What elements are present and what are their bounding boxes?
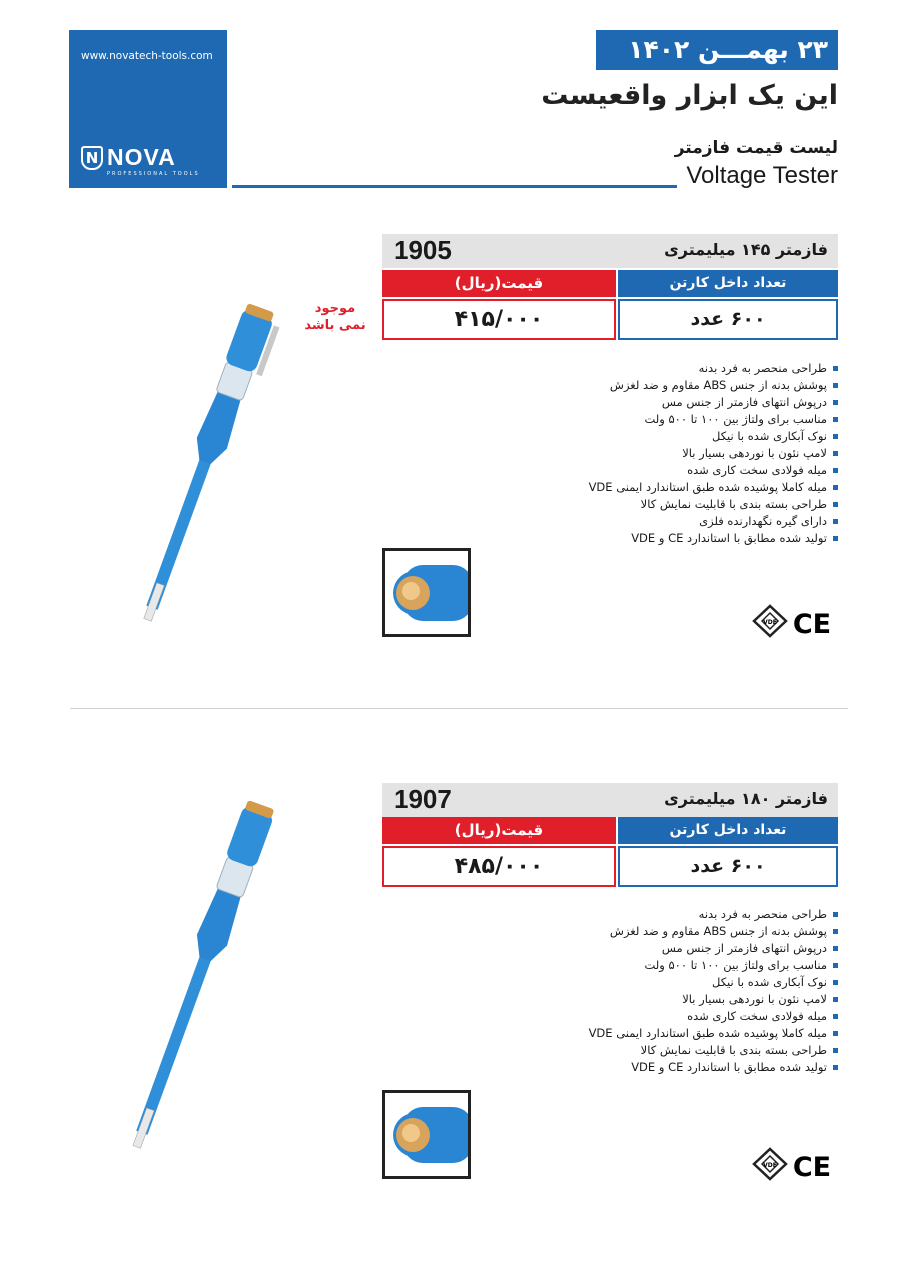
logo-subtitle: PROFESSIONAL TOOLS [107,171,200,177]
feature-item: دارای گیره نگهدارنده فلزی [538,513,838,530]
feature-item: مناسب برای ولتاژ بین ۱۰۰ تا ۵۰۰ ولت [538,411,838,428]
ce-mark: CE [792,609,832,640]
product-header [382,783,838,817]
price-value: ۴۸۵/۰۰۰ [382,846,616,887]
feature-item: طراحی بسته بندی با قابلیت نمایش کالا [538,1042,838,1059]
feature-item: لامپ نئون با نوردهی بسیار بالا [538,991,838,1008]
feature-item: میله فولادی سخت کاری شده [538,1008,838,1025]
price-label: قیمت(ریال) [382,270,616,297]
copper-cap-closeup-image [382,1090,471,1179]
certification-marks [750,602,838,640]
feature-item: میله کاملا پوشیده شده طبق استاندارد ایمنی VDE [538,1025,838,1042]
certification-marks [750,1145,838,1183]
logo-wordmark [81,146,221,170]
product-code: 1907 [394,784,452,814]
carton-qty-label: تعداد داخل کارتن [618,270,838,297]
feature-item: مناسب برای ولتاژ بین ۱۰۰ تا ۵۰۰ ولت [538,957,838,974]
product-header [382,234,838,268]
voltage-tester-image [80,788,320,1163]
feature-item: پوشش بدنه از جنس ABS مقاوم و ضد لغزش [538,377,838,394]
page-title: Voltage Tester [686,162,838,189]
logo-website-url: www.novatech-tools.com [81,50,213,62]
availability-note: موجود نمی باشد [304,301,366,333]
feature-item: طراحی منحصر به فرد بدنه [538,906,838,923]
feature-item: نوک آبکاری شده با نیکل [538,974,838,991]
feature-item: لامپ نئون با نوردهی بسیار بالا [538,445,838,462]
feature-list [538,360,838,547]
vde-mark-label: VDE [763,619,777,626]
vde-mark-label: VDE [763,1162,777,1169]
header-underline [232,185,677,188]
price-list-title: لیست قیمت فازمتر [674,138,838,158]
price-label: قیمت(ریال) [382,817,616,844]
carton-qty-value: ۶۰۰ عدد [618,299,838,340]
feature-item: طراحی بسته بندی با قابلیت نمایش کالا [538,496,838,513]
carton-qty-value: ۶۰۰ عدد [618,846,838,887]
brand-logo [69,30,227,188]
feature-item: طراحی منحصر به فرد بدنه [538,360,838,377]
feature-item: میله فولادی سخت کاری شده [538,462,838,479]
product-code: 1905 [394,235,452,265]
feature-item: میله کاملا پوشیده شده طبق استاندارد ایمنی VDE [538,479,838,496]
feature-item: درپوش انتهای فازمتر از جنس مس [538,394,838,411]
tagline: این یک ابزار واقعیست [541,80,838,111]
price-value: ۴۱۵/۰۰۰ [382,299,616,340]
product-name: فازمتر ۱۴۵ میلیمتری [664,240,828,259]
logo-brand-name: NOVA [107,144,176,170]
date-banner: ۲۳ بهمـــن ۱۴۰۲ [596,30,838,70]
feature-item: تولید شده مطابق با استاندارد CE و VDE [538,530,838,547]
ce-mark: CE [792,1152,832,1183]
feature-item: نوک آبکاری شده با نیکل [538,428,838,445]
section-divider [70,708,848,709]
feature-item: پوشش بدنه از جنس ABS مقاوم و ضد لغزش [538,923,838,940]
voltage-tester-image [95,292,315,637]
logo-badge: N [81,146,103,170]
feature-item: درپوش انتهای فازمتر از جنس مس [538,940,838,957]
carton-qty-label: تعداد داخل کارتن [618,817,838,844]
product-name: فازمتر ۱۸۰ میلیمتری [664,789,828,808]
feature-list [538,906,838,1076]
copper-cap-closeup-image [382,548,471,637]
feature-item: تولید شده مطابق با استاندارد CE و VDE [538,1059,838,1076]
